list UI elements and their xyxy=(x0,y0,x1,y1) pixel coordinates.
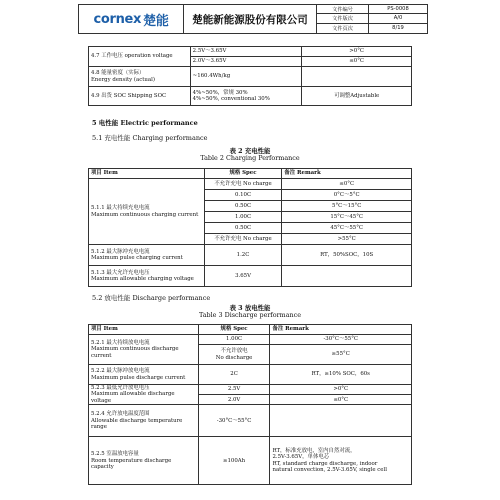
spec-line: No discharge xyxy=(215,354,253,361)
meta-label: 文件编号 xyxy=(317,5,369,14)
spec-cell: 2C xyxy=(198,365,270,385)
spec-cell xyxy=(190,87,302,106)
remark-line: 2.5V-3.65V，单体电芯 xyxy=(272,454,330,461)
item-label-cn: 5.2.2 最大脉冲放电电流 xyxy=(91,368,150,375)
remark-cell: -30°C～55°C xyxy=(270,335,412,345)
table-row xyxy=(89,365,412,385)
table-row xyxy=(89,437,412,485)
item-label-en: Maximum pulse charging current xyxy=(91,255,183,261)
spec-cell: 3.65V xyxy=(204,266,282,287)
table-row xyxy=(89,67,412,87)
item-label-cn: 5.2.4 允许放电温度范围 xyxy=(91,411,150,418)
spec-line: 4%~50%，常规 30% xyxy=(192,89,248,96)
remark-cell: 0°C～5°C xyxy=(282,190,412,201)
item-label-en: Maximum pulse discharge current xyxy=(91,374,186,381)
meta-value: PS-0008 xyxy=(369,5,427,14)
item-cell xyxy=(89,405,199,437)
section-heading-5: 5 电性能 Electric performance xyxy=(92,119,198,127)
discharge-performance-table xyxy=(88,324,412,485)
header-item: 项目 Item xyxy=(89,325,199,335)
item-cell: 4.7 工作电压 operation voltage xyxy=(89,47,191,67)
item-label-cn: 5.2.1 最大持续放电电流 xyxy=(91,339,150,346)
spec-cell: 1.2C xyxy=(204,245,282,266)
item-label-en: Allowable discharge temperature xyxy=(91,417,183,424)
meta-value: 8/19 xyxy=(392,25,404,32)
remark-cell xyxy=(282,266,412,287)
remark-cell xyxy=(270,437,412,485)
logo-latin: cornex xyxy=(93,11,142,27)
document-header xyxy=(78,4,428,34)
item-label-en: Maximum allowable discharge voltage xyxy=(91,391,175,404)
remark-cell: >0°C xyxy=(270,385,412,395)
table-row xyxy=(89,335,412,345)
header-spec: 规格 Spec xyxy=(198,325,270,335)
header-spec: 规格 Spec xyxy=(204,169,282,179)
item-label-en: Energy density (actual) xyxy=(91,76,155,83)
table-header-row xyxy=(89,169,412,179)
meta-label: 文件页次 xyxy=(317,24,369,33)
spec-cell: 2.0V xyxy=(198,395,270,405)
header-remark: 备注 Remark xyxy=(270,325,412,335)
item-cell xyxy=(89,67,191,87)
item-label-en: Maximum continuous charging current xyxy=(91,211,199,218)
remark-cell: >55°C xyxy=(282,234,412,245)
logo-chinese: 楚能 xyxy=(143,13,169,29)
spec-cell: ~160.4Wh/kg xyxy=(190,67,302,87)
remark-line: RT，标准充放电，室内自然对流， xyxy=(272,447,356,454)
remark-cell: 15°C～45°C xyxy=(282,212,412,223)
table-row xyxy=(89,245,412,266)
remark-line: RT, standard charge discharge, indoor xyxy=(272,460,378,467)
company-logo xyxy=(79,5,184,33)
item-label-cn: 4.8 能量密度（实际） xyxy=(91,70,145,77)
caption-cn: 表 2 充电性能 xyxy=(229,147,271,155)
item-cell xyxy=(89,437,199,485)
company-name: 楚能新能源股份有限公司 xyxy=(184,5,317,33)
table-row xyxy=(89,266,412,287)
remark-cell: RT，≥10% SOC，60s xyxy=(270,365,412,385)
spec-cell: 1.00C xyxy=(204,212,282,223)
spec-cell: -30°C～55°C xyxy=(198,405,270,437)
item-label-cn: 5.1.1 最大持续充电电流 xyxy=(91,205,150,212)
remark-cell: >0°C xyxy=(302,47,412,57)
item-cell xyxy=(89,245,205,266)
table-row xyxy=(89,179,412,190)
table-row xyxy=(89,385,412,395)
spec-table-continued xyxy=(88,46,412,106)
item-label-cn: 5.2.5 室温放电容量 xyxy=(91,451,139,458)
item-label-en: Maximum continuous discharge xyxy=(91,346,179,353)
table-row xyxy=(89,405,412,437)
spec-cell: 2.5V xyxy=(198,385,270,395)
spec-line: 4%~50%, conventional 30% xyxy=(192,96,270,102)
remark-line: natural convection, 2.5V-3.65V, single cell xyxy=(272,467,387,474)
remark-cell: 45°C～55°C xyxy=(282,223,412,234)
meta-label: 文件版次 xyxy=(317,14,369,23)
caption-cn: 表 3 放电性能 xyxy=(229,304,271,312)
item-label-cn: 5.1.2 最大脉冲充电电流 xyxy=(91,248,150,255)
item-label-en: Room temperature discharge capacity xyxy=(91,457,172,471)
spec-cell xyxy=(198,345,270,365)
item-cell xyxy=(89,385,199,405)
item-label-cn: 5.2.3 最低允许放电电压 xyxy=(91,385,150,391)
spec-cell: ≥100Ah xyxy=(198,437,270,485)
section-heading-5-1: 5.1 充电性能 Charging performance xyxy=(92,134,208,142)
remark-cell: 5°C～15°C xyxy=(282,201,412,212)
spec-cell: 不允许充电 No charge xyxy=(204,234,282,245)
spec-cell: 0.50C xyxy=(204,223,282,234)
spec-cell: 0.50C xyxy=(204,201,282,212)
meta-value: A/0 xyxy=(369,14,427,23)
item-label-en: range xyxy=(91,424,107,431)
item-label-cn: 5.1.3 最大允许充电电压 xyxy=(91,269,150,276)
remark-cell: ≥55°C xyxy=(270,345,412,365)
item-cell xyxy=(89,365,199,385)
charging-performance-table xyxy=(88,168,412,287)
item-label-en: current xyxy=(91,352,112,359)
spec-cell: 2.5V～3.65V xyxy=(190,47,302,57)
remark-cell xyxy=(270,405,412,437)
spec-cell: 0.10C xyxy=(204,190,282,201)
table-2-caption xyxy=(0,148,500,163)
remark-cell: ≤0°C xyxy=(270,395,412,405)
remark-cell: RT，50%SOC，10S xyxy=(282,245,412,266)
spec-cell: 2.0V～3.65V xyxy=(190,57,302,67)
table-3-caption xyxy=(0,305,500,320)
spec-cell: 不允许充电 No charge xyxy=(204,179,282,190)
item-cell xyxy=(89,179,205,245)
spec-cell: 1.00C xyxy=(198,335,270,345)
remark-cell: ≤0°C xyxy=(302,57,412,67)
item-cell xyxy=(89,335,199,365)
section-heading-5-2: 5.2 放电性能 Discharge performance xyxy=(92,294,211,302)
table-row xyxy=(89,47,412,57)
document-meta xyxy=(317,5,427,33)
table-header-row xyxy=(89,325,412,335)
header-item: 项目 Item xyxy=(89,169,205,179)
caption-en: Table 3 Discharge performance xyxy=(198,311,302,320)
header-remark: 备注 Remark xyxy=(282,169,412,179)
remark-cell: ≤0°C xyxy=(282,179,412,190)
item-cell: 4.9 出货 SOC Shipping SOC xyxy=(89,87,191,106)
table-row xyxy=(89,87,412,106)
caption-en: Table 2 Charging Performance xyxy=(200,154,300,163)
item-cell xyxy=(89,266,205,287)
remark-cell xyxy=(302,67,412,87)
item-label-en: Maximum allowable charging voltage xyxy=(91,276,194,282)
spec-line: 不允许放电 xyxy=(220,348,248,355)
remark-cell: 可调整Adjustable xyxy=(302,87,412,106)
